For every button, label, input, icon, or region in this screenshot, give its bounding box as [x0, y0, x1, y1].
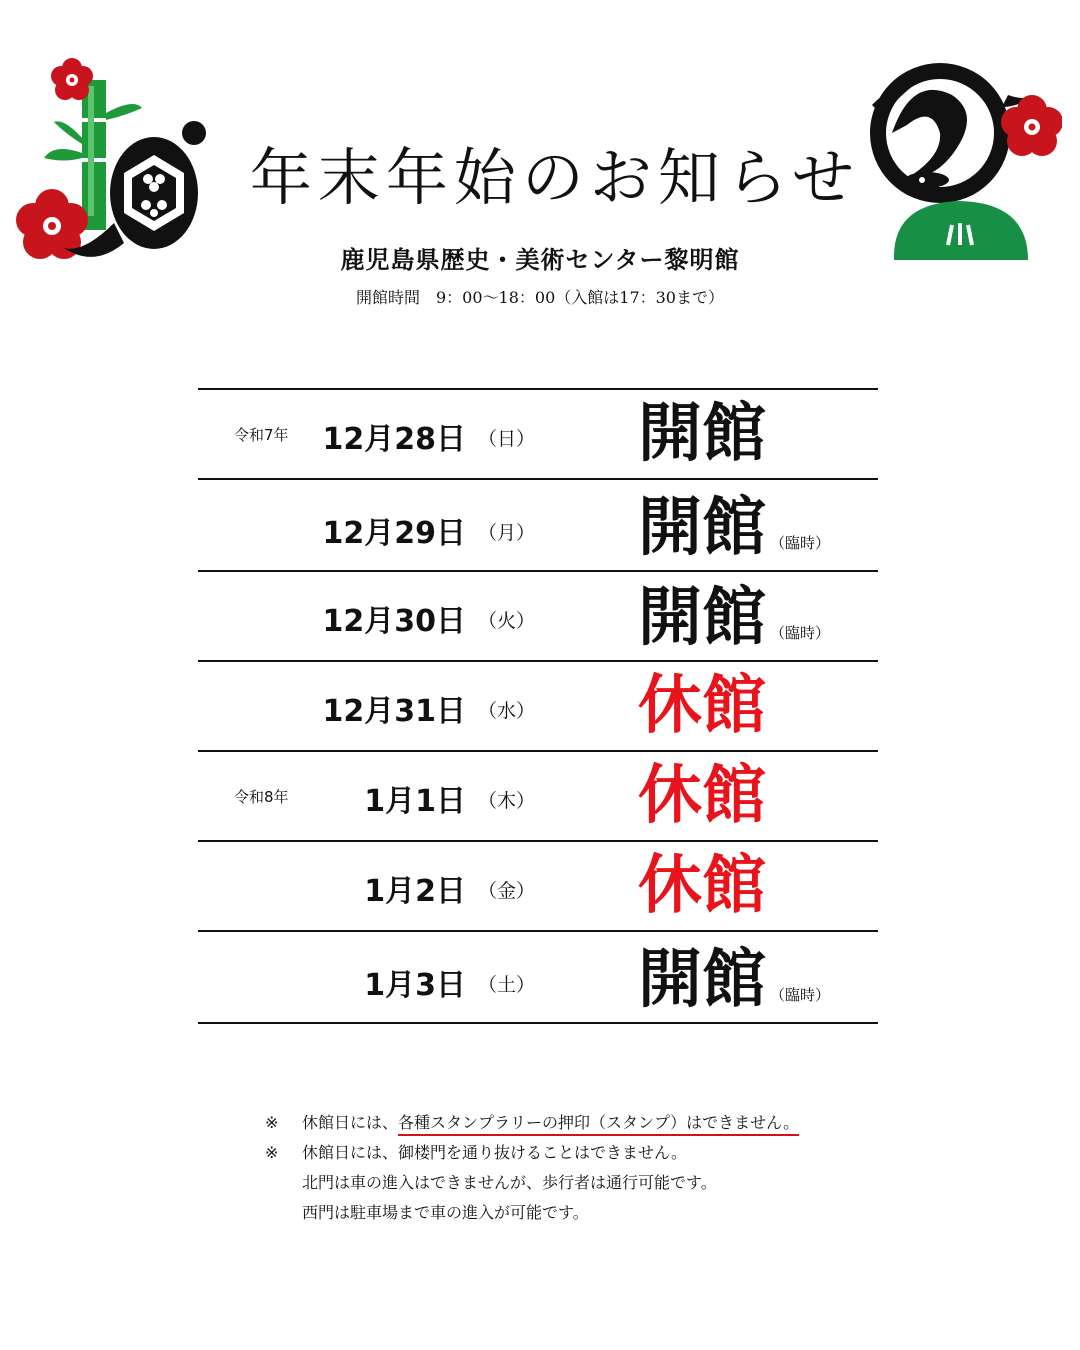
notes-section	[265, 1108, 799, 1228]
date-label: 1月2日	[364, 874, 466, 909]
status-open: 開館	[638, 942, 766, 1017]
note-gate	[265, 1138, 799, 1168]
date-label: 1月1日	[364, 784, 466, 819]
page-title: 年末年始のお知らせ	[249, 141, 861, 214]
status-closed: 休館	[638, 668, 766, 743]
schedule-row	[198, 930, 878, 1024]
date-label: 1月3日	[364, 968, 466, 1003]
schedule-row	[198, 570, 878, 660]
note-stamp	[265, 1108, 799, 1138]
schedule-row	[198, 388, 878, 478]
schedule-row	[198, 750, 878, 840]
note-text: 休館日には、御楼門を通り抜けることはできません。	[302, 1143, 687, 1162]
schedule-row	[198, 660, 878, 750]
note-emphasis: 各種スタンプラリーの押印（スタンプ）はできません。	[398, 1113, 799, 1136]
schedule-row	[198, 478, 878, 570]
temporary-note: （臨時）	[770, 986, 831, 1004]
venue-name: 鹿児島県歴史・美術センター黎明館	[340, 245, 740, 274]
status-open: 開館	[638, 396, 766, 471]
note-text: 休館日には、	[302, 1113, 399, 1132]
date-label: 12月29日	[322, 516, 466, 551]
day-of-week: （金）	[478, 880, 536, 902]
temporary-note: （臨時）	[770, 534, 831, 552]
day-of-week: （日）	[478, 428, 536, 450]
day-of-week: （月）	[478, 522, 536, 544]
temporary-note: （臨時）	[770, 624, 831, 642]
note-text: 西門は駐車場まで車の進入が可能です。	[302, 1203, 589, 1222]
date-label: 12月30日	[322, 604, 466, 639]
day-of-week: （火）	[478, 610, 536, 632]
day-of-week: （水）	[478, 700, 536, 722]
status-closed: 休館	[638, 758, 766, 833]
era-label: 令和8年	[234, 788, 289, 806]
note-west-gate	[265, 1198, 799, 1228]
date-label: 12月28日	[322, 422, 466, 457]
day-of-week: （木）	[478, 790, 536, 812]
note-text: 北門は車の進入はできませんが、歩行者は通行可能です。	[302, 1173, 717, 1192]
status-closed: 休館	[638, 848, 766, 923]
date-label: 12月31日	[322, 694, 466, 729]
note-mark: ※	[265, 1113, 279, 1132]
note-mark: ※	[265, 1143, 279, 1162]
day-of-week: （土）	[478, 974, 536, 996]
status-open: 開館	[638, 580, 766, 655]
status-open: 開館	[638, 490, 766, 565]
holiday-schedule	[198, 388, 878, 1024]
opening-hours: 開館時間 9：00〜18：00（入館は17：30まで）	[356, 288, 724, 307]
schedule-row	[198, 840, 878, 930]
era-label: 令和7年	[234, 426, 289, 444]
note-north-gate	[265, 1168, 799, 1198]
